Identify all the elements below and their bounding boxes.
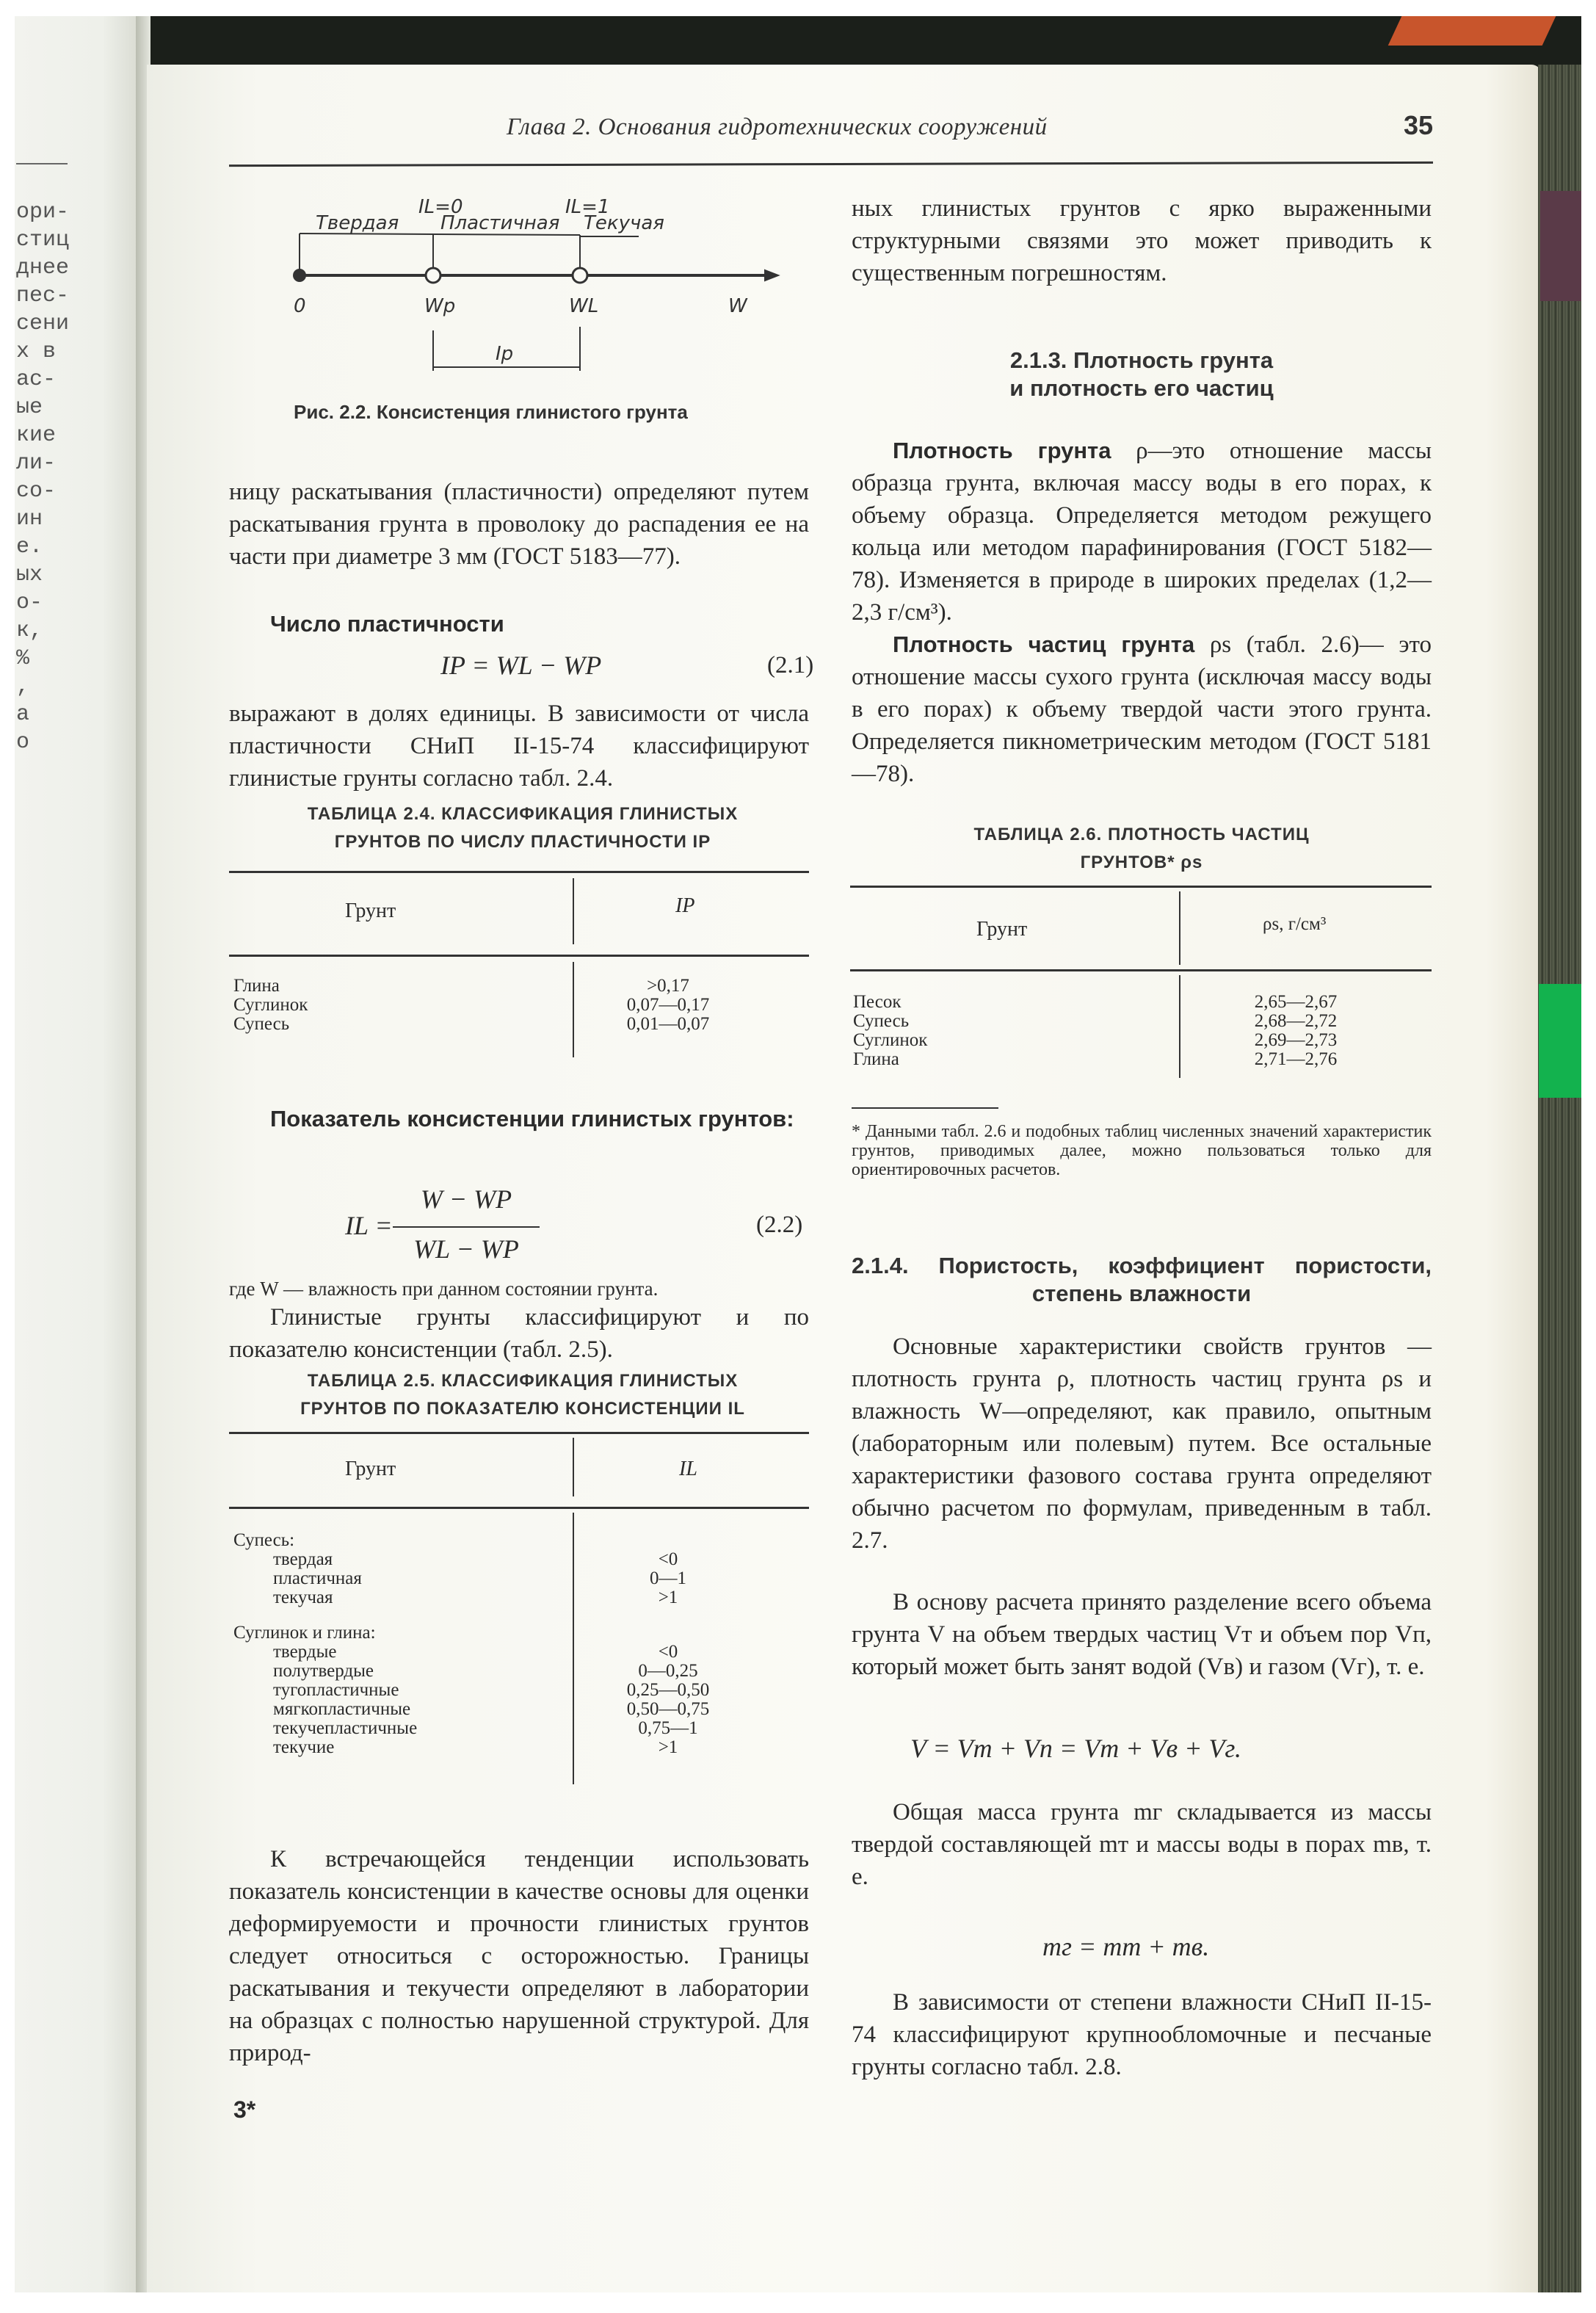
- closing-paragraph: В зависимости от степени влажности СНиП II-15-74 классифицируют крупнообломочные и песчаные грунты согласно табл. 2.8.: [852, 1989, 1432, 2080]
- zero-label: 0: [294, 295, 306, 317]
- table-footnote: * Данными табл. 2.6 и подобных таблиц численных значений характеристик грунтов, приводимых далее, можно пользоваться только для ориентировочных расчетов.: [852, 1122, 1432, 1179]
- facing-page-fragment: со-: [16, 479, 57, 504]
- facing-page-fragment: ых: [16, 562, 43, 587]
- table-cell-value: [595, 1531, 741, 1550]
- table-cell-soil: Суглинок и глина:: [233, 1623, 376, 1643]
- wl-label: WL: [569, 295, 599, 317]
- table-column-divider: [1179, 891, 1180, 965]
- table-2-6-values: [1211, 993, 1380, 1069]
- section-title-line: степень влажности: [1031, 1281, 1252, 1306]
- table-cell-value: >1: [658, 1588, 678, 1607]
- table-cell-soil: текучие: [273, 1737, 335, 1757]
- table-cell-value: [595, 1624, 741, 1643]
- table-2-6-title: [852, 821, 1432, 877]
- facing-page-fragment: пес-: [16, 283, 70, 308]
- section-title-line: 2.1.3. Плотность грунта: [1009, 347, 1274, 373]
- mass-paragraph: Общая масса грунта mг складывается из массы твердой составляющей mт и массы воды в порах mв, т. е.: [852, 1799, 1432, 1890]
- mass-equation: mг = mт + mв.: [1042, 1932, 1210, 1961]
- section-2-1-3-title: [852, 347, 1432, 402]
- facing-page-fragment: ,: [16, 674, 30, 699]
- bookmark-tab-purple: [1540, 191, 1581, 301]
- table-cell-soil: полутвердые: [273, 1661, 374, 1681]
- table-cell-soil: Супесь:: [233, 1530, 295, 1550]
- table-cell-soil: текучепластичные: [273, 1718, 418, 1738]
- origin-point: [293, 269, 306, 282]
- density-text: ρ—это отношение массы образца грунта, включая массу воды в его порах, к объему образца. Определяется методом режущего кольца или методом парафинирования (ГОСТ 5182—78). Изменяется в природе в широких пределах (1,2—2,3 г/см³).: [852, 438, 1432, 626]
- table-2-6-col-density: ρs, г/см³: [1263, 914, 1327, 934]
- table-2-4-soils: [233, 977, 308, 1034]
- facing-page-fragment: о-: [16, 590, 43, 615]
- fraction-bar: [393, 1226, 540, 1228]
- facing-page-fragment: стиц: [16, 228, 70, 253]
- left-para-2: [229, 698, 809, 794]
- table-2-5-soils: [233, 1531, 417, 1757]
- table-column-divider: [573, 962, 574, 1057]
- table-column-divider: [1179, 975, 1180, 1078]
- table-2-6-col-soil: Грунт: [976, 918, 1028, 941]
- wl-point: [573, 268, 587, 283]
- facing-page-fragment: е.: [16, 535, 43, 560]
- signature-mark: 3*: [233, 2096, 256, 2123]
- table-cell-soil: текучая: [273, 1588, 333, 1607]
- consistency-diagram: [272, 184, 786, 374]
- table-cell-soil: Суглинок: [233, 995, 308, 1015]
- particle-density-paragraph: [852, 629, 1432, 790]
- table-column-divider: [573, 878, 574, 944]
- wp-point: [426, 268, 440, 283]
- consistency-heading-text: Показатель консистенции глинистых грунтов:: [270, 1106, 794, 1132]
- table-cell-soil: тугопластичные: [273, 1680, 399, 1700]
- facing-page-fragment: %: [16, 646, 30, 671]
- table-top-rule: [850, 886, 1432, 888]
- table-cell-value: >0,17: [647, 976, 689, 996]
- table-2-5-col-soil: Грунт: [345, 1458, 396, 1480]
- axis-arrow-icon: [765, 270, 778, 280]
- state-fluid: Текучая: [584, 212, 664, 234]
- table-2-4-col-soil: Грунт: [345, 900, 396, 922]
- table-top-rule: [229, 871, 809, 873]
- table-cell-soil: Глина: [853, 1049, 899, 1069]
- facing-page-fragment: к,: [16, 618, 43, 643]
- table-2-5-values: [595, 1531, 741, 1757]
- section-title-line: 2.1.4. Пористость, коэффициент пористости,: [852, 1253, 1432, 1278]
- equation-2-2-lhs: IL =: [345, 1211, 393, 1240]
- table-2-5-title: [229, 1367, 816, 1423]
- facing-page-fragment: ас-: [16, 367, 57, 392]
- section-title-line: и плотность его частиц: [1009, 375, 1274, 401]
- table-cell-soil: мягкопластичные: [273, 1699, 411, 1719]
- state-plastic: Пластичная: [440, 212, 560, 234]
- table-header-rule: [229, 1507, 809, 1509]
- left-para-4: К встречающейся тенденции использовать показатель консистенции в качестве основы для оценки деформируемости и прочности глинистых грунтов следует относиться с осторожностью. Границы раскатывания и текучести определяют в лаборатории на образцах с полностью нарушенной структурой. Для природ-: [229, 1846, 809, 2066]
- table-2-6-soils: [853, 993, 927, 1069]
- table-title-line: ГРУНТОВ ПО ЧИСЛУ ПЛАСТИЧНОСТИ IP: [334, 832, 711, 852]
- left-para-1: [229, 476, 809, 573]
- table-title-line: ТАБЛИЦА 2.5. КЛАССИФИКАЦИЯ ГЛИНИСТЫХ: [307, 1371, 739, 1391]
- ip-label: Ip: [496, 343, 514, 365]
- facing-page-fragment: ые: [16, 395, 43, 420]
- w-label: W: [728, 295, 747, 317]
- bookmark-tab-green: [1539, 984, 1581, 1098]
- section-2-1-4-title: [852, 1252, 1432, 1308]
- paragraph: ницу раскатывания (пластичности) определяют путем раскатывания грунта в проволоку до распадения ее на части при диаметре 3 мм (ГОСТ 5183—77).: [229, 479, 809, 570]
- table-cell-soil: твердая: [273, 1549, 333, 1569]
- table-2-4-col-ip: IP: [675, 894, 695, 917]
- basic-characteristics-paragraph: Основные характеристики свойств грунтов — плотность грунта ρ, плотность частиц грунта ρs и влажность W—определяют, как правило, опытным (лабораторным или полевым) путем. Все остальные характеристики фазового состава грунта определяют обычно расчетом по формулам, приведенным в табл. 2.7.: [852, 1333, 1432, 1554]
- table-cell-value: 0—1: [650, 1568, 686, 1588]
- equation-2-2-denominator: WL − WP: [413, 1234, 519, 1264]
- table-cell-soil: твердые: [273, 1642, 337, 1662]
- density-term: Плотность грунта: [893, 438, 1111, 463]
- table-2-5-col-il: IL: [679, 1458, 697, 1480]
- equation-2-2-number: (2.2): [756, 1212, 803, 1238]
- where-note: где W — влажность при данном состоянии грунта.: [229, 1278, 659, 1300]
- facing-page-fragment: сени: [16, 311, 70, 336]
- footnote-rule: [852, 1107, 998, 1109]
- table-cell-value: 0,07—0,17: [626, 995, 710, 1015]
- particle-density-text: ρs (табл. 2.6)— это отношение массы сухого грунта (исключая массу воды в его порах) к объему твердой части этого грунта. Определяется пикнометрическим методом (ГОСТ 5181—78).: [852, 631, 1432, 787]
- density-paragraph: [852, 435, 1432, 629]
- table-cell-value: 0,01—0,07: [626, 1014, 710, 1034]
- table-title-line: ГРУНТОВ* ρs: [1080, 853, 1203, 872]
- il1-label: IL=1: [565, 196, 610, 218]
- facing-page-fragment: а: [16, 702, 30, 727]
- right-para-1: ных глинистых грунтов с ярко выраженными структурными связями это может приводить к существенным погрешностям.: [852, 195, 1432, 286]
- table-cell-value: 0,50—0,75: [626, 1699, 710, 1719]
- table-cell-soil: Супесь: [233, 1014, 290, 1034]
- table-cell-value: 0,75—1: [638, 1718, 698, 1738]
- facing-page-fragment: днее: [16, 256, 70, 280]
- table-cell-value: 2,65—2,67: [1254, 992, 1338, 1012]
- facing-page-fragment: ори-: [16, 200, 70, 225]
- table-cell-soil: Супесь: [853, 1011, 910, 1031]
- table-cell-soil: Песок: [853, 992, 902, 1012]
- table-title-line: ТАБЛИЦА 2.4. КЛАССИФИКАЦИЯ ГЛИНИСТЫХ: [307, 804, 739, 824]
- bookmark-tab-orange: [1388, 16, 1556, 46]
- table-cell-value: <0: [658, 1549, 678, 1569]
- facing-page-fragment: кие: [16, 423, 57, 448]
- facing-page-fragment: х в: [16, 339, 57, 364]
- table-title-line: ГРУНТОВ ПО ПОКАЗАТЕЛЮ КОНСИСТЕНЦИИ IL: [300, 1399, 745, 1419]
- table-cell-value: >1: [658, 1737, 678, 1757]
- table-cell-soil: Глина: [233, 976, 280, 996]
- table-column-divider: [573, 1513, 574, 1784]
- table-cell-value: 2,68—2,72: [1254, 1011, 1338, 1031]
- table-cell-value: 2,69—2,73: [1254, 1030, 1338, 1050]
- facing-page-fragment: о: [16, 730, 30, 755]
- volume-paragraph: В основу расчета принято разделение всего объема грунта V на объем твердых частиц Vт и объем пор Vп, который может быть занят водой (Vв) и газом (Vг), т. е.: [852, 1589, 1432, 1680]
- table-cell-value: 0,25—0,50: [626, 1680, 710, 1700]
- facing-page-text: [16, 198, 69, 756]
- table-header-rule: [850, 969, 1432, 971]
- equation-2-2-numerator: W − WP: [420, 1184, 512, 1214]
- consistency-heading: [229, 1103, 809, 1135]
- particle-density-term: Плотность частиц грунта: [893, 631, 1195, 657]
- table-cell-value: 0—0,25: [638, 1661, 698, 1681]
- table-cell-soil: пластичная: [273, 1568, 362, 1588]
- page-number: 35: [1404, 110, 1434, 140]
- facing-page-fragment: ин: [16, 507, 43, 532]
- table-title-line: ТАБЛИЦА 2.6. ПЛОТНОСТЬ ЧАСТИЦ: [973, 825, 1310, 844]
- table-top-rule: [229, 1432, 809, 1434]
- equation-2-1: IP = WL − WP: [440, 651, 602, 680]
- table-column-divider: [573, 1438, 574, 1496]
- wp-label: Wp: [424, 295, 456, 317]
- plasticity-heading: Число пластичности: [270, 611, 504, 637]
- left-para-3: Глинистые грунты классифицируют и по показателю консистенции (табл. 2.5).: [229, 1304, 809, 1363]
- table-header-rule: [229, 955, 809, 957]
- paragraph: выражают в долях единицы. В зависимости от числа пластичности СНиП II-15-74 классифицируют глинистые грунты согласно табл. 2.4.: [229, 701, 809, 792]
- il0-label: IL=0: [418, 196, 463, 218]
- figure-caption: Рис. 2.2. Консистенция глинистого грунта: [294, 401, 688, 423]
- table-2-4-title: [229, 800, 816, 856]
- table-cell-value: 2,71—2,76: [1254, 1049, 1338, 1069]
- table-2-4-values: [595, 977, 741, 1034]
- table-cell-value: <0: [658, 1642, 678, 1662]
- facing-page-fragment: ли-: [16, 451, 57, 476]
- equation-2-1-number: (2.1): [767, 652, 814, 678]
- running-head: Глава 2. Основания гидротехнических сооружений: [507, 114, 1048, 140]
- facing-page-rule: [16, 163, 68, 164]
- state-solid: Твердая: [316, 212, 399, 234]
- volume-equation: V = Vт + Vп = Vт + Vв + Vг.: [910, 1734, 1241, 1763]
- page-edges: [1538, 65, 1581, 2292]
- table-cell-soil: Суглинок: [853, 1030, 928, 1050]
